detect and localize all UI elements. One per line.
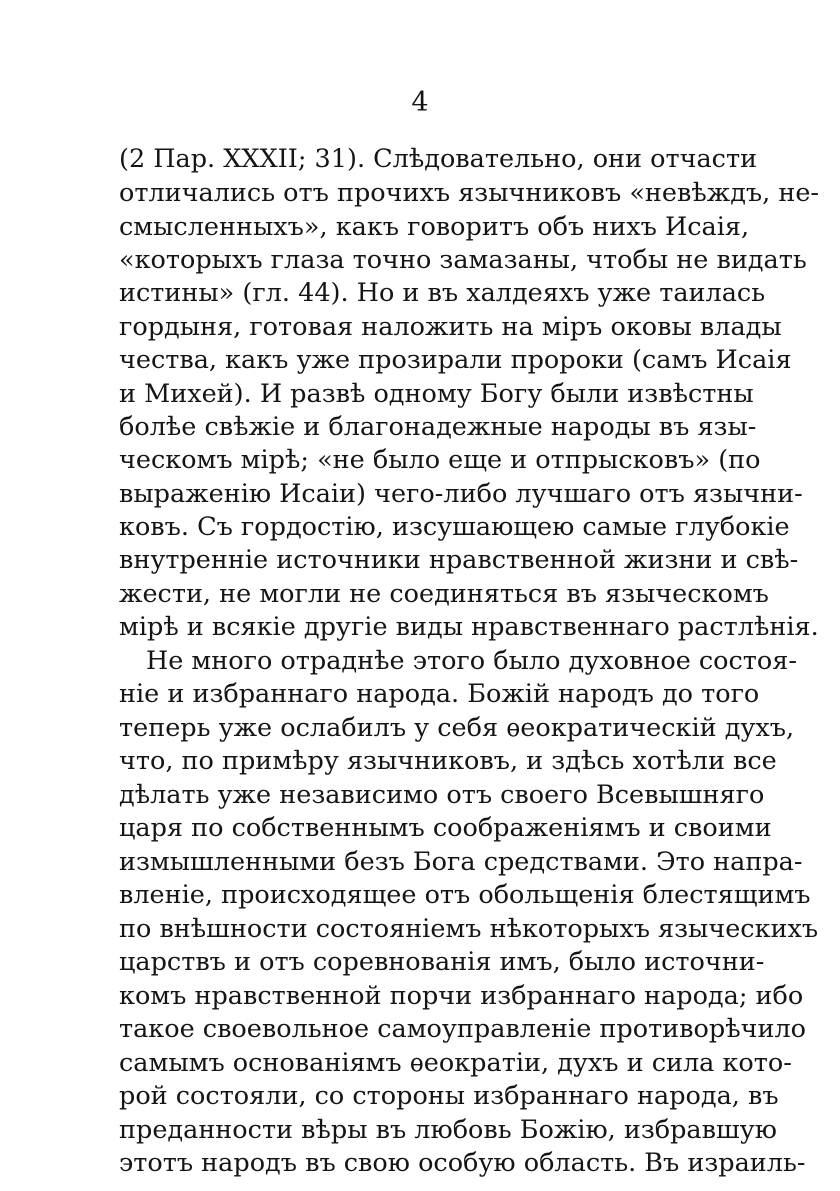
text-line: преданности вѣры въ любовь Божію, избравшую — [119, 1115, 777, 1145]
text-line: этотъ народъ въ свою особую область. Въ израиль- — [119, 1148, 806, 1178]
text-line: измышленными безъ Бога средствами. Это напра- — [119, 847, 803, 877]
text-line: смысленныхъ», какъ говоритъ объ нихъ Исаія, — [119, 212, 750, 242]
text-line: ніе и избраннаго народа. Божій народъ до того — [119, 679, 760, 709]
text-line: мірѣ и всякіе другіе виды нравственнаго растлѣнія. — [119, 612, 819, 642]
text-line: комъ нравственной порчи избраннаго народа; ибо — [119, 981, 804, 1011]
text-line: теперь уже ослабилъ у себя ѳеократическій духъ, — [119, 713, 795, 743]
text-line: ческомъ мірѣ; «не было еще и отпрысковъ» (по — [119, 445, 761, 475]
text-line: жести, не могли не соединяться въ языческомъ — [119, 579, 769, 609]
text-line: по внѣшности состояніемъ нѣкоторыхъ языческихъ — [119, 914, 819, 944]
text-line: дѣлать уже независимо отъ своего Всевышняго — [119, 780, 765, 810]
text-line: чества, какъ уже прозирали пророки (самъ Исаія — [119, 345, 792, 375]
text-line: внутренніе источники нравственной жизни и свѣ- — [119, 545, 799, 575]
text-line: отличались отъ прочихъ язычниковъ «невѣждъ, не- — [119, 178, 820, 208]
text-line: царя по собственнымъ соображеніямъ и своими — [119, 813, 772, 843]
text-line: истины» (гл. 44). Но и въ халдеяхъ уже таилась — [119, 278, 766, 308]
text-line: «которыхъ глаза точно замазаны, чтобы не видать — [119, 245, 807, 275]
text-line: выраженію Исаіи) чего-либо лучшаго отъ язычни- — [119, 479, 803, 509]
text-line: самымъ основаніямъ ѳеократіи, духъ и сила кото- — [119, 1048, 792, 1078]
text-line: рой состояли, со стороны избраннаго народа, въ — [119, 1081, 779, 1111]
page-number: 4 — [411, 87, 429, 118]
text-line: (2 Пар. XXXII; 31). Слѣдовательно, они отчасти — [119, 144, 758, 174]
text-line: ковъ. Съ гордостію, изсушающею самые глубокіе — [119, 512, 790, 542]
text-line: такое своевольное самоуправленіе противорѣчило — [119, 1014, 806, 1044]
text-line: гордыня, готовая наложить на міръ оковы влады — [119, 312, 782, 342]
text-line: царствъ и отъ соревнованія имъ, было источни- — [119, 947, 765, 977]
text-line: вленіе, происходящее отъ обольщенія блестящимъ — [119, 880, 811, 910]
text-line: и Михей). И развѣ одному Богу были извѣстны — [119, 379, 754, 409]
text-line: что, по примѣру язычниковъ, и здѣсь хотѣли все — [119, 746, 777, 776]
text-line: Не много отраднѣе этого было духовное состоя- — [146, 646, 797, 676]
text-line: болѣе свѣжіе и благонадежные народы въ язы- — [119, 412, 757, 442]
